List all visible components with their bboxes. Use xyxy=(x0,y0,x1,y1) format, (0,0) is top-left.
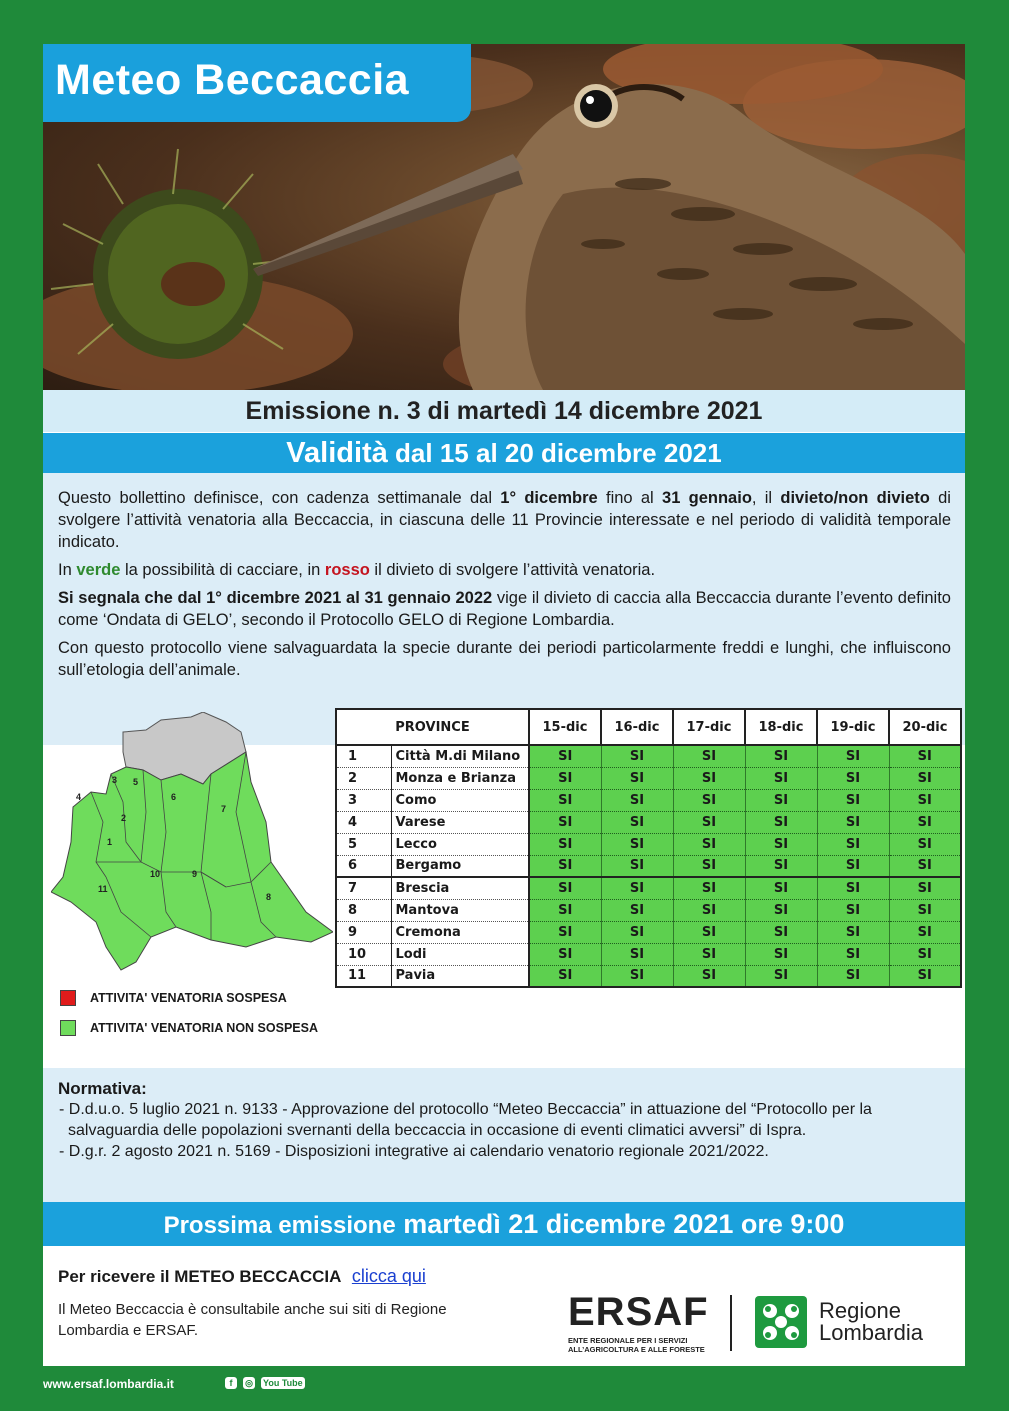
status-cell: SI xyxy=(529,745,601,767)
footer-subscribe xyxy=(58,1266,478,1341)
status-cell: SI xyxy=(817,899,889,921)
status-cell: SI xyxy=(817,767,889,789)
province-number: 7 xyxy=(336,877,391,899)
normativa-item: - D.d.u.o. 5 luglio 2021 n. 9133 - Approvazione del protocollo “Meteo Beccaccia” in attuazione del “Protocollo per la salvaguardia delle popolazioni svernanti della beccaccia in occasione di eventi climatici avversi” di Ispra. xyxy=(59,1101,872,1139)
validity-band xyxy=(43,433,965,473)
regione-lombardia-text: Regione Lombardia xyxy=(819,1298,923,1345)
ersaf-wordmark: ERSAF xyxy=(568,1290,709,1334)
next-emission-date: martedì 21 dicembre 2021 ore 9:00 xyxy=(395,1209,845,1239)
table-row xyxy=(336,965,961,987)
status-cell: SI xyxy=(601,877,673,899)
status-cell: SI xyxy=(529,833,601,855)
header-date: 15-dic xyxy=(529,709,601,745)
emission-band: Emissione n. 3 di martedì 14 dicembre 2021 xyxy=(43,390,965,432)
status-cell: SI xyxy=(817,943,889,965)
province-number: 10 xyxy=(336,943,391,965)
status-cell: SI xyxy=(529,855,601,877)
status-cell: SI xyxy=(889,811,961,833)
regione-lombardia-icon xyxy=(755,1296,807,1348)
legend-red-swatch xyxy=(60,990,76,1006)
subscribe-link[interactable]: clicca qui xyxy=(351,1266,426,1286)
status-cell: SI xyxy=(817,811,889,833)
status-cell: SI xyxy=(673,921,745,943)
status-cell: SI xyxy=(889,833,961,855)
table-row xyxy=(336,899,961,921)
status-cell: SI xyxy=(529,965,601,987)
table-row xyxy=(336,877,961,899)
logo-divider xyxy=(730,1295,732,1351)
map-label-4: 4 xyxy=(76,792,82,802)
status-cell: SI xyxy=(673,943,745,965)
lombardy-map xyxy=(51,712,333,974)
status-cell: SI xyxy=(817,877,889,899)
province-name: Pavia xyxy=(391,965,529,987)
status-cell: SI xyxy=(529,921,601,943)
province-name: Varese xyxy=(391,811,529,833)
province-number: 9 xyxy=(336,921,391,943)
status-cell: SI xyxy=(817,789,889,811)
status-cell: SI xyxy=(529,877,601,899)
status-cell: SI xyxy=(745,943,817,965)
province-name: Lodi xyxy=(391,943,529,965)
page-title: Meteo Beccaccia xyxy=(55,56,410,104)
legend-suspended: ATTIVITA' VENATORIA SOSPESA xyxy=(60,990,318,1006)
status-cell: SI xyxy=(817,855,889,877)
province-number: 1 xyxy=(336,745,391,767)
status-cell: SI xyxy=(529,943,601,965)
map-label-7: 7 xyxy=(221,804,227,814)
map-region-green xyxy=(51,752,333,970)
status-cell: SI xyxy=(889,789,961,811)
province-name: Mantova xyxy=(391,899,529,921)
intro-paragraph-1: Questo bollettino definisce, con cadenza settimanale dal 1° dicembre fino al 31 gennaio, il divieto/non divieto di svolgere l’attività venatoria alla Beccaccia, in ciascuna delle 11 Provincie interessate e nel periodo di validità temporale indicato. xyxy=(58,489,951,551)
map-label-1: 1 xyxy=(107,837,113,847)
next-emission-band xyxy=(43,1202,965,1246)
table-row xyxy=(336,789,961,811)
table-row xyxy=(336,745,961,767)
intro-paragraph-4: Con questo protocollo viene salvaguardata la specie durante dei periodi particolarmente freddi e lunghi, che influiscono sull’etologia dell’animale. xyxy=(58,639,951,679)
province-name: Monza e Brianza xyxy=(391,767,529,789)
table-row xyxy=(336,943,961,965)
status-cell: SI xyxy=(601,921,673,943)
status-cell: SI xyxy=(529,789,601,811)
status-cell: SI xyxy=(529,811,601,833)
status-cell: SI xyxy=(889,745,961,767)
status-cell: SI xyxy=(745,921,817,943)
intro-paragraph-2: In verde la possibilità di cacciare, in rosso il divieto di svolgere l’attività venatoria. xyxy=(58,561,656,579)
legend-green-swatch xyxy=(60,1020,76,1036)
status-cell: SI xyxy=(601,833,673,855)
status-cell: SI xyxy=(745,745,817,767)
status-cell: SI xyxy=(673,899,745,921)
status-cell: SI xyxy=(817,745,889,767)
status-cell: SI xyxy=(889,767,961,789)
status-cell: SI xyxy=(673,745,745,767)
intro-paragraph-3: Si segnala che dal 1° dicembre 2021 al 31 gennaio 2022 vige il divieto di caccia alla Beccaccia durante l’evento definito come ‘Ondata di GELO’, secondo il Protocollo GELO di Regione Lombardia. xyxy=(58,589,951,629)
status-cell: SI xyxy=(889,921,961,943)
map-label-2: 2 xyxy=(121,813,127,823)
status-cell: SI xyxy=(601,899,673,921)
header-date: 18-dic xyxy=(745,709,817,745)
website-url[interactable]: www.ersaf.lombardia.it xyxy=(43,1377,174,1391)
status-cell: SI xyxy=(889,855,961,877)
status-cell: SI xyxy=(889,877,961,899)
status-cell: SI xyxy=(817,921,889,943)
status-cell: SI xyxy=(817,833,889,855)
social-icons xyxy=(225,1377,305,1389)
table-row xyxy=(336,811,961,833)
map-label-3: 3 xyxy=(112,775,118,785)
province-number: 3 xyxy=(336,789,391,811)
status-cell: SI xyxy=(889,943,961,965)
ersaf-logo xyxy=(568,1292,716,1354)
header-date: 19-dic xyxy=(817,709,889,745)
map-label-9: 9 xyxy=(192,869,198,879)
table-row xyxy=(336,833,961,855)
status-cell: SI xyxy=(673,877,745,899)
status-cell: SI xyxy=(673,811,745,833)
table-row xyxy=(336,921,961,943)
bulletin-sheet xyxy=(43,44,965,1366)
intro-text xyxy=(43,473,965,745)
status-cell: SI xyxy=(745,965,817,987)
province-number: 11 xyxy=(336,965,391,987)
youtube-icon[interactable]: You Tube xyxy=(263,1378,303,1388)
map-label-5: 5 xyxy=(133,777,139,787)
status-cell: SI xyxy=(817,965,889,987)
validity-dates: dal 15 al 20 dicembre 2021 xyxy=(387,438,722,468)
province-number: 6 xyxy=(336,855,391,877)
status-cell: SI xyxy=(889,965,961,987)
status-cell: SI xyxy=(745,855,817,877)
title-badge xyxy=(43,44,471,122)
province-name: Brescia xyxy=(391,877,529,899)
status-cell: SI xyxy=(673,789,745,811)
province-number: 2 xyxy=(336,767,391,789)
validity-label: Validità xyxy=(286,437,388,469)
map-label-10: 10 xyxy=(150,869,161,879)
header-date: 17-dic xyxy=(673,709,745,745)
normativa-item: - D.g.r. 2 agosto 2021 n. 5169 - Disposizioni integrative ai calendario venatorio regionale 2021/2022. xyxy=(59,1143,769,1160)
status-cell: SI xyxy=(601,811,673,833)
province-table xyxy=(335,708,962,988)
header-province: PROVINCE xyxy=(336,709,529,745)
status-cell: SI xyxy=(601,965,673,987)
status-cell: SI xyxy=(745,767,817,789)
province-name: Como xyxy=(391,789,529,811)
subscribe-text: Per ricevere il METEO BECCACCIA xyxy=(58,1267,342,1286)
province-name: Bergamo xyxy=(391,855,529,877)
status-cell: SI xyxy=(601,943,673,965)
province-name: Città M.di Milano xyxy=(391,745,529,767)
status-cell: SI xyxy=(601,745,673,767)
status-cell: SI xyxy=(673,855,745,877)
next-emission-label: Prossima emissione xyxy=(163,1212,396,1239)
ersaf-subtitle: ENTE REGIONALE PER I SERVIZI ALL’AGRICOLTURA E ALLE FORESTE xyxy=(568,1336,705,1354)
province-name: Lecco xyxy=(391,833,529,855)
status-cell: SI xyxy=(673,767,745,789)
status-cell: SI xyxy=(745,833,817,855)
table-row xyxy=(336,767,961,789)
status-cell: SI xyxy=(745,789,817,811)
hero-photo xyxy=(43,44,965,390)
map-label-11: 11 xyxy=(98,884,108,894)
normativa-title: Normativa: xyxy=(58,1079,147,1098)
province-number: 4 xyxy=(336,811,391,833)
status-cell: SI xyxy=(673,833,745,855)
legend-not-suspended: ATTIVITA' VENATORIA NON SOSPESA xyxy=(60,1020,318,1036)
facebook-icon[interactable]: f xyxy=(225,1377,237,1389)
table-header-row xyxy=(336,709,961,745)
status-cell: SI xyxy=(601,855,673,877)
header-date: 20-dic xyxy=(889,709,961,745)
normativa-section xyxy=(43,1068,965,1202)
map-label-8: 8 xyxy=(266,892,272,902)
province-name: Cremona xyxy=(391,921,529,943)
status-cell: SI xyxy=(529,767,601,789)
table-row xyxy=(336,855,961,877)
status-cell: SI xyxy=(673,965,745,987)
status-cell: SI xyxy=(601,767,673,789)
map-legend xyxy=(60,990,318,1050)
status-cell: SI xyxy=(601,789,673,811)
status-cell: SI xyxy=(889,899,961,921)
status-cell: SI xyxy=(529,899,601,921)
instagram-icon[interactable]: ◎ xyxy=(243,1377,255,1389)
map-label-6: 6 xyxy=(171,792,177,802)
status-cell: SI xyxy=(745,811,817,833)
header-date: 16-dic xyxy=(601,709,673,745)
status-cell: SI xyxy=(745,877,817,899)
province-number: 5 xyxy=(336,833,391,855)
status-cell: SI xyxy=(745,899,817,921)
footer-note: Il Meteo Beccaccia è consultabile anche sui siti di Regione Lombardia e ERSAF. xyxy=(58,1301,447,1339)
province-number: 8 xyxy=(336,899,391,921)
